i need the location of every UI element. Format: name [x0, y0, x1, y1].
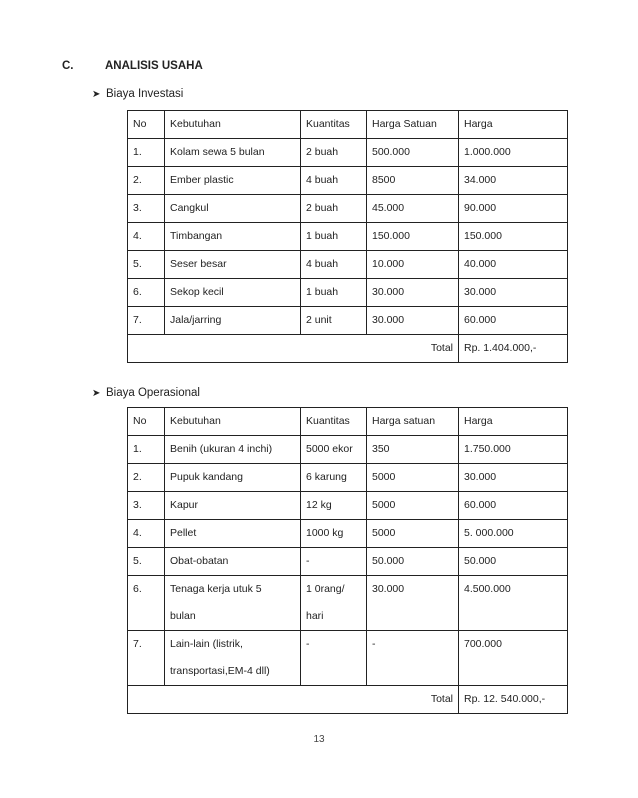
price-line: 60.000 — [464, 499, 497, 511]
table-row — [128, 436, 568, 464]
quantity — [301, 307, 367, 335]
unit-price-line: 30.000 — [372, 583, 405, 595]
investasi-heading-text: Biaya Investasi — [106, 88, 184, 100]
unit-price-line: 500.000 — [372, 146, 410, 158]
row-number-text: 1. — [133, 443, 142, 455]
price-line: 4.500.000 — [464, 583, 511, 595]
table-row — [128, 195, 568, 223]
unit-price-line: 5000 — [372, 527, 396, 539]
table-header-row — [128, 111, 568, 139]
row-number-text: 6. — [133, 286, 142, 298]
column-header — [301, 111, 367, 139]
quantity — [301, 464, 367, 492]
item-name-line: Benih (ukuran 4 inchi) — [170, 443, 273, 455]
item-name-line: Cangkul — [170, 202, 209, 214]
total-label-text: Total — [430, 342, 453, 354]
arrow-bullet-icon: ➤ — [92, 388, 101, 399]
operasional-table — [127, 407, 568, 714]
item-name-line: Pupuk kandang — [170, 471, 243, 483]
price — [459, 307, 568, 335]
unit-price — [367, 279, 459, 307]
item-name — [165, 195, 301, 223]
price-line: 1.750.000 — [464, 443, 511, 455]
total-label — [128, 686, 459, 714]
row-number-text: 5. — [133, 258, 142, 270]
item-name — [165, 139, 301, 167]
price — [459, 576, 568, 631]
quantity-line: - — [306, 555, 310, 567]
price — [459, 548, 568, 576]
unit-price — [367, 576, 459, 631]
quantity — [301, 492, 367, 520]
unit-price-line: 50.000 — [372, 555, 405, 567]
table-row — [128, 548, 568, 576]
total-value — [459, 686, 568, 714]
unit-price-line: 30.000 — [372, 286, 405, 298]
column-header-text: No — [133, 118, 147, 130]
row-number-text: 7. — [133, 314, 142, 326]
unit-price — [367, 464, 459, 492]
price-line: 700.000 — [464, 638, 502, 650]
column-header — [128, 408, 165, 436]
unit-price — [367, 307, 459, 335]
item-name-line: Seser besar — [170, 258, 227, 270]
total-row — [128, 335, 568, 363]
quantity — [301, 251, 367, 279]
table-row — [128, 223, 568, 251]
table-row — [128, 167, 568, 195]
row-number — [128, 492, 165, 520]
quantity — [301, 520, 367, 548]
row-number — [128, 251, 165, 279]
total-label — [128, 335, 459, 363]
item-name — [165, 520, 301, 548]
unit-price-line: 10.000 — [372, 258, 405, 270]
item-name-line: Jala/jarring — [170, 314, 222, 326]
unit-price — [367, 520, 459, 548]
price-line: 60.000 — [464, 314, 497, 326]
column-header — [367, 408, 459, 436]
row-number — [128, 576, 165, 631]
item-name-line: Ember plastic — [170, 174, 234, 186]
row-number — [128, 223, 165, 251]
table-row — [128, 492, 568, 520]
item-name-line: Obat-obatan — [170, 555, 229, 567]
unit-price — [367, 167, 459, 195]
unit-price-line: 30.000 — [372, 314, 405, 326]
column-header-text: Kuantitas — [306, 415, 350, 427]
unit-price-line: 150.000 — [372, 230, 410, 242]
quantity-line: 1 buah — [306, 286, 339, 298]
quantity — [301, 223, 367, 251]
quantity — [301, 436, 367, 464]
unit-price — [367, 548, 459, 576]
price — [459, 492, 568, 520]
quantity — [301, 631, 367, 686]
section-letter: C. — [62, 60, 74, 72]
quantity-line: 6 karung — [306, 471, 347, 483]
item-name — [165, 492, 301, 520]
column-header — [128, 111, 165, 139]
price — [459, 464, 568, 492]
price — [459, 167, 568, 195]
item-name-line: Sekop kecil — [170, 286, 224, 298]
quantity-line: 4 buah — [306, 174, 339, 186]
row-number-text: 5. — [133, 555, 142, 567]
unit-price-line: 5000 — [372, 499, 396, 511]
row-number-text: 4. — [133, 527, 142, 539]
price — [459, 436, 568, 464]
unit-price — [367, 631, 459, 686]
quantity — [301, 139, 367, 167]
quantity-line: hari — [306, 610, 324, 622]
row-number — [128, 307, 165, 335]
column-header — [459, 408, 568, 436]
arrow-bullet-icon: ➤ — [92, 89, 101, 100]
item-name — [165, 576, 301, 631]
price-line: 34.000 — [464, 174, 497, 186]
row-number — [128, 464, 165, 492]
total-row — [128, 686, 568, 714]
unit-price — [367, 251, 459, 279]
price-line: 30.000 — [464, 471, 497, 483]
column-header-text: Kuantitas — [306, 118, 350, 130]
unit-price-line: 5000 — [372, 471, 396, 483]
quantity-line: 2 buah — [306, 146, 339, 158]
row-number — [128, 520, 165, 548]
quantity-line: - — [306, 638, 310, 650]
row-number — [128, 139, 165, 167]
quantity-line: 2 unit — [306, 314, 332, 326]
unit-price-line: 45.000 — [372, 202, 405, 214]
item-name — [165, 251, 301, 279]
unit-price — [367, 436, 459, 464]
item-name-line: Timbangan — [170, 230, 223, 242]
item-name — [165, 223, 301, 251]
row-number-text: 3. — [133, 499, 142, 511]
column-header-text: Harga Satuan — [372, 118, 437, 130]
row-number-text: 2. — [133, 174, 142, 186]
row-number-text: 6. — [133, 583, 142, 595]
price-line: 50.000 — [464, 555, 497, 567]
price — [459, 223, 568, 251]
table-row — [128, 464, 568, 492]
table-row — [128, 307, 568, 335]
investasi-heading — [92, 88, 183, 100]
column-header-text: Harga — [464, 118, 493, 130]
item-name-line: bulan — [170, 610, 196, 622]
column-header — [367, 111, 459, 139]
row-number — [128, 167, 165, 195]
investasi-table — [127, 110, 568, 363]
page-number: 13 — [313, 734, 325, 745]
operasional-heading — [92, 387, 200, 399]
item-name — [165, 631, 301, 686]
total-value-text: Rp. 12. 540.000,- — [464, 693, 546, 705]
table-row — [128, 279, 568, 307]
row-number-text: 4. — [133, 230, 142, 242]
row-number-text: 1. — [133, 146, 142, 158]
item-name-line: Kolam sewa 5 bulan — [170, 146, 265, 158]
item-name — [165, 307, 301, 335]
quantity — [301, 195, 367, 223]
item-name-line: transportasi,EM-4 dll) — [170, 665, 270, 677]
column-header-text: Harga — [464, 415, 493, 427]
table-header-row — [128, 408, 568, 436]
quantity-line: 2 buah — [306, 202, 339, 214]
item-name — [165, 167, 301, 195]
price-line: 5. 000.000 — [464, 527, 514, 539]
table-row — [128, 520, 568, 548]
quantity-line: 4 buah — [306, 258, 339, 270]
total-value-text: Rp. 1.404.000,- — [464, 342, 537, 354]
price-line: 30.000 — [464, 286, 497, 298]
unit-price-line: 350 — [372, 443, 390, 455]
unit-price — [367, 223, 459, 251]
column-header-text: No — [133, 415, 147, 427]
item-name-line: Tenaga kerja utuk 5 — [170, 583, 262, 595]
price-line: 150.000 — [464, 230, 502, 242]
unit-price-line: - — [372, 638, 376, 650]
price — [459, 251, 568, 279]
item-name-line: Kapur — [170, 499, 199, 511]
row-number-text: 3. — [133, 202, 142, 214]
column-header-text: Kebutuhan — [170, 118, 221, 130]
quantity — [301, 576, 367, 631]
column-header-text: Kebutuhan — [170, 415, 221, 427]
row-number — [128, 279, 165, 307]
table-row — [128, 631, 568, 686]
unit-price — [367, 139, 459, 167]
price — [459, 279, 568, 307]
item-name — [165, 464, 301, 492]
column-header — [301, 408, 367, 436]
price — [459, 195, 568, 223]
price — [459, 520, 568, 548]
item-name — [165, 279, 301, 307]
table-row — [128, 576, 568, 631]
row-number-text: 7. — [133, 638, 142, 650]
price-line: 90.000 — [464, 202, 497, 214]
row-number-text: 2. — [133, 471, 142, 483]
quantity — [301, 548, 367, 576]
row-number — [128, 631, 165, 686]
price-line: 40.000 — [464, 258, 497, 270]
price — [459, 139, 568, 167]
unit-price-line: 8500 — [372, 174, 396, 186]
quantity — [301, 279, 367, 307]
row-number — [128, 195, 165, 223]
row-number — [128, 436, 165, 464]
unit-price — [367, 492, 459, 520]
quantity — [301, 167, 367, 195]
quantity-line: 5000 ekor — [306, 443, 353, 455]
column-header — [165, 408, 301, 436]
table-row — [128, 251, 568, 279]
item-name-line: Pellet — [170, 527, 197, 539]
price — [459, 631, 568, 686]
total-value — [459, 335, 568, 363]
operasional-heading-text: Biaya Operasional — [106, 387, 200, 399]
column-header-text: Harga satuan — [372, 415, 436, 427]
column-header — [459, 111, 568, 139]
item-name — [165, 548, 301, 576]
section-title: ANALISIS USAHA — [105, 60, 203, 72]
price-line: 1.000.000 — [464, 146, 511, 158]
total-label-text: Total — [430, 693, 453, 705]
column-header — [165, 111, 301, 139]
row-number — [128, 548, 165, 576]
unit-price — [367, 195, 459, 223]
quantity-line: 1 0rang/ — [306, 583, 345, 595]
item-name — [165, 436, 301, 464]
quantity-line: 12 kg — [306, 499, 332, 511]
item-name-line: Lain-lain (listrik, — [170, 638, 243, 650]
quantity-line: 1000 kg — [306, 527, 344, 539]
quantity-line: 1 buah — [306, 230, 339, 242]
table-row — [128, 139, 568, 167]
